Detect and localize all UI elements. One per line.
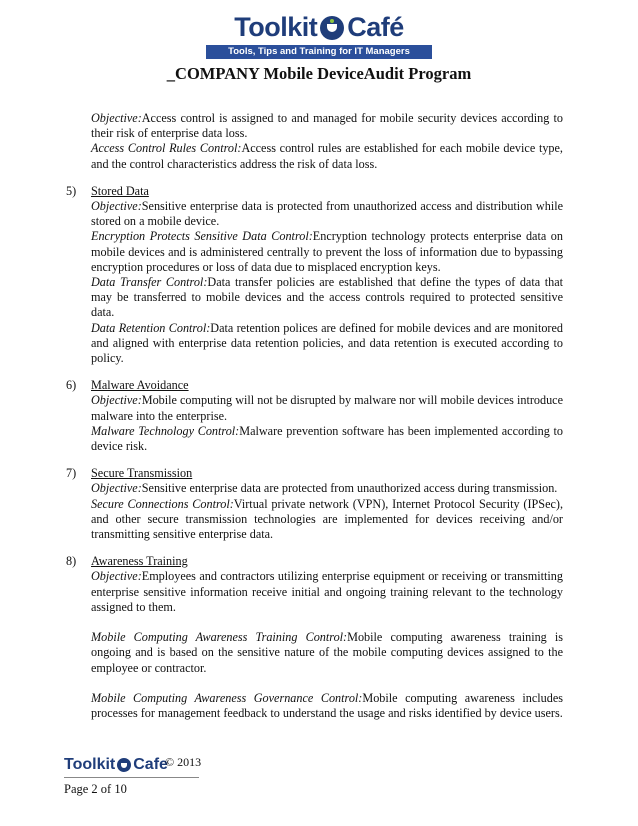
item-text: Mobile computing will not be disrupted by malware nor will mobile devices introduce malware into the enterprise. — [91, 393, 563, 423]
section-item — [91, 497, 563, 543]
section-item — [91, 691, 563, 721]
item-label: Objective: — [91, 393, 142, 408]
section-heading — [66, 466, 563, 481]
paragraph-gap — [91, 615, 563, 630]
item-label: Mobile Computing Awareness Training Control: — [91, 630, 348, 645]
section-number: 6) — [66, 378, 77, 393]
section-number: 5) — [66, 183, 77, 198]
section-number: 7) — [66, 466, 77, 481]
item-text: Sensitive enterprise data are protected from unauthorized access during transmission. — [141, 481, 558, 496]
item-label: Objective: — [91, 111, 142, 125]
toolkit-cafe-logo — [206, 12, 432, 62]
footer-logo — [64, 754, 168, 776]
section-heading — [66, 554, 563, 569]
section-secure-transmission — [66, 466, 563, 542]
section-item — [91, 199, 563, 229]
footer-logo-cafe: Cafe — [133, 756, 168, 773]
logo-word-toolkit: Toolkit — [234, 12, 318, 42]
section-title: Malware Avoidance — [91, 378, 189, 393]
item-text: Virtual private network (VPN), Internet Protocol Security (IPSec), and other secure transmission technologies are implemented for devices receiving and/or transmitting sensitive enterprise data. — [91, 496, 563, 542]
section-item — [91, 393, 563, 423]
copyright-notice: © 2013 — [165, 755, 202, 769]
item-label: Data Retention Control: — [91, 320, 211, 335]
section-item — [91, 481, 563, 496]
section-item — [91, 630, 563, 676]
paragraph-gap — [91, 676, 563, 691]
section-title: Stored Data — [91, 183, 149, 198]
item-text: Encryption technology protects enterprise data on mobile devices and is administered centrally to prevent the loss of information due to bypassing encryption procedures or loss of data due to misplaced encryption keys. — [91, 229, 563, 274]
item-text: Malware prevention software has been implemented according to device risk. — [91, 423, 564, 454]
item-text: Data transfer policies are established that define the types of data that may be transferred to mobile devices and the access controls required to protected sensitive data. — [91, 275, 563, 320]
item-label: Objective: — [91, 199, 142, 214]
item-label: Objective: — [91, 569, 142, 584]
logo-word-cafe: Café — [347, 12, 404, 42]
section-item — [91, 424, 563, 454]
item-text: Employees and contractors utilizing enterprise equipment or receiving or transmitting enterprise sensitive information receive initial and ongoing training relevant to the technology assigned to them. — [91, 569, 563, 614]
section-title: Awareness Training — [91, 554, 188, 569]
section-item — [91, 275, 563, 321]
document-body — [66, 111, 564, 721]
item-text: Mobile computing awareness includes processes for management feedback to understand the usage and risks identified by device users. — [91, 690, 563, 720]
item-label: Malware Technology Control: — [91, 423, 240, 438]
document-title: _COMPANY Mobile DeviceAudit Program — [166, 64, 472, 83]
section-stored-data — [66, 183, 563, 366]
intro-control — [91, 141, 563, 171]
footer-divider — [64, 777, 199, 778]
coffee-cup-icon — [320, 16, 344, 40]
section-heading — [66, 183, 563, 199]
item-text: Mobile computing awareness training is ongoing and is based on the sensitive nature of the mobile computing devices assigned to the employee or contractor. — [91, 630, 564, 675]
section-malware-avoidance — [66, 378, 564, 454]
section-heading — [66, 378, 563, 393]
intro-objective — [91, 111, 563, 141]
item-label: Objective: — [91, 481, 142, 496]
item-label: Data Transfer Control: — [91, 275, 208, 290]
page-number: Page 2 of 10 — [64, 782, 127, 796]
item-text: Access control is assigned to and managed for mobile security devices according to their risk of enterprise data loss. — [91, 111, 563, 141]
section-title: Secure Transmission — [91, 466, 193, 481]
section-number: 8) — [66, 554, 77, 569]
item-label: Mobile Computing Awareness Governance Control: — [91, 690, 363, 705]
item-text: Access control rules are established for each mobile device type, and the control characteristics address the risk of data loss. — [91, 141, 563, 171]
section-item — [91, 321, 563, 367]
coffee-cup-icon — [117, 758, 131, 772]
item-text: Sensitive enterprise data is protected from unauthorized access and distribution while stored on a mobile device. — [91, 199, 563, 229]
logo-tagline: Tools, Tips and Training for IT Managers — [206, 45, 432, 59]
item-text: Data retention polices are defined for mobile devices and are monitored and aligned with enterprise data retention policies, and data retention is executed according to policy. — [91, 320, 563, 366]
section-item — [91, 569, 563, 615]
footer-logo-toolkit: Toolkit — [64, 756, 116, 773]
item-label: Access Control Rules Control: — [91, 141, 242, 156]
item-label: Secure Connections Control: — [91, 496, 234, 511]
item-label: Encryption Protects Sensitive Data Control: — [91, 229, 313, 244]
section-item — [91, 229, 563, 275]
section-awareness-training — [66, 554, 564, 721]
